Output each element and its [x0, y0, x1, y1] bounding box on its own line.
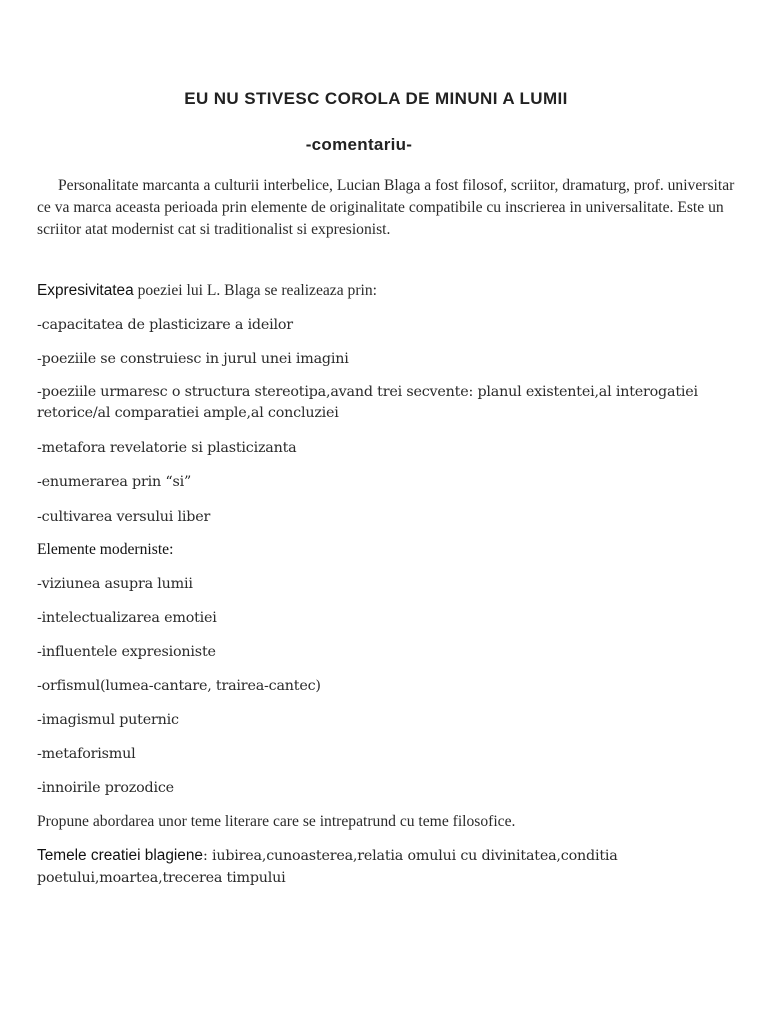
list-item: -intelectualizarea emotiei: [37, 610, 217, 626]
list-item: -influentele expresioniste: [37, 644, 216, 660]
list-item: -orfismul(lumea-cantare, trairea-cantec): [37, 678, 321, 694]
list-item: -innoirile prozodice: [37, 780, 174, 796]
document-subtitle: -comentariu-: [305, 135, 413, 154]
list-item: -metaforismul: [37, 746, 136, 762]
list-item: -enumerarea prin “si”: [37, 474, 192, 490]
teme-text: : iubirea,cunoasterea,relatia omului cu divinitatea,conditia poetului,moartea,trecerea timpului: [37, 848, 618, 886]
list-item: -metafora revelatorie si plasticizanta: [37, 440, 297, 456]
moderniste-heading: Elemente moderniste:: [37, 541, 174, 558]
list-item: -imagismul puternic: [37, 712, 179, 728]
intro-paragraph: Personalitate marcanta a culturii interbelice, Lucian Blaga a fost filosof, scriitor, dramaturg, prof. universitar ce va marca aceasta perioada prin elemente de originalitate compatibile cu inscrierea in universalitate. Este un scriitor atat modernist cat si traditionalist si expresionist.: [37, 177, 735, 238]
teme-paragraph: [37, 845, 737, 889]
expresivitatea-text: poeziei lui L. Blaga se realizeaza prin:: [133, 282, 377, 299]
propune-paragraph: Propune abordarea unor teme literare care se intrepatrund cu teme filosofice.: [37, 813, 516, 830]
expresivitatea-label: Expresivitatea: [37, 282, 134, 299]
teme-label: Temele creatiei blagiene: [37, 847, 203, 864]
list-item: -capacitatea de plasticizare a ideilor: [37, 317, 293, 333]
document-title: EU NU STIVESC COROLA DE MINUNI A LUMII: [184, 89, 568, 108]
list-item: -viziunea asupra lumii: [37, 576, 193, 592]
expresivitatea-heading: [37, 281, 377, 301]
list-item: -poeziile se construiesc in jurul unei imagini: [37, 351, 349, 367]
list-item: -cultivarea versului liber: [37, 509, 211, 525]
list-item: -poeziile urmaresc o structura stereotipa,avand trei secvente: planul existentei,al interogatiei retorice/al comparatiei ample,al concluziei: [37, 384, 698, 421]
